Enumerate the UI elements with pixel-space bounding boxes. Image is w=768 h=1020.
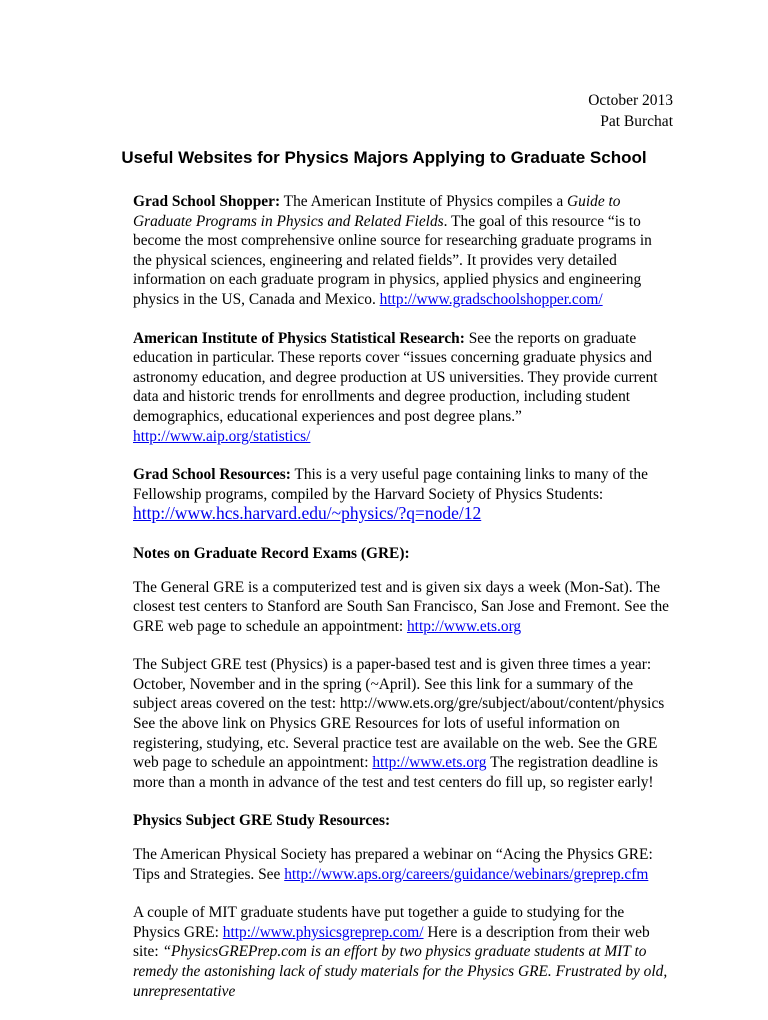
study-resources-heading: Physics Subject GRE Study Resources: xyxy=(133,812,391,830)
guide-title: Guide to Graduate Programs in Physics and Related Fields xyxy=(133,193,621,230)
mit-guide-quote: “PhysicsGREPrep.com is an effort by two physics graduate students at MIT to remedy the astonishing lack of study materials for the Physics GRE. Frustrated by old, unrepresentative xyxy=(133,943,668,1000)
header-author: Pat Burchat xyxy=(600,113,673,130)
aps-webinar-paragraph: The American Physical Society has prepared a webinar on “Acing the Physics GRE: Tips and Strategies. See http://www.aps.org/careers/guidance/webinars/greprep.cfm xyxy=(133,846,653,883)
grad-shopper-paragraph: Grad School Shopper: The American Institute of Physics compiles a Guide to Graduate Programs in Physics and Related Fields. The goal of this resource “is to become the most comprehensive online source for researching graduate programs in the physical sciences, engineering and related fields”. It provides very detailed information on each graduate program in physics, applied physics and engineering physics in the US, Canada and Mexico. http://www.gradschoolshopper.com/ xyxy=(133,193,652,308)
harvard-sps-link[interactable]: http://www.hcs.harvard.edu/~physics/?q=node/12 xyxy=(133,503,482,524)
aps-webinar-link[interactable]: http://www.aps.org/careers/guidance/webinars/greprep.cfm xyxy=(284,865,649,883)
gre-notes-heading-paragraph xyxy=(133,544,673,564)
subject-gre-paragraph: The Subject GRE test (Physics) is a paper-based test and is given three times a year: October, November and in the spring (~April). See this link for a summary of the subject areas covered on the test: http://www.ets.org/gre/subject/about/content/physics See the above link on Physics GRE Resources for lots of useful information on registering, studying, etc. Several practice test are available on the web. See the GRE web page to schedule an appointment: http://www.ets.org The registration deadline is more than a month in advance of the test and test centers do fill up, so register early! xyxy=(133,656,665,791)
gre-notes-heading: Notes on Graduate Record Exams (GRE): xyxy=(133,544,410,562)
study-resources-heading-paragraph xyxy=(133,811,673,831)
grad-resources-heading: Grad School Resources: xyxy=(133,466,291,484)
physicsgreprep-link[interactable]: http://www.physicsgreprep.com/ xyxy=(222,923,424,941)
grad-resources-paragraph: Grad School Resources: This is a very useful page containing links to many of the Fellowship programs, compiled by the Harvard Society of Physics Students: http://www.hcs.harvard.edu/~physics/?q=node/12 xyxy=(133,466,648,524)
document-title: Useful Websites for Physics Majors Applying to Graduate School xyxy=(121,148,647,167)
ets-link-subject[interactable]: http://www.ets.org xyxy=(372,754,487,772)
aip-stats-paragraph: American Institute of Physics Statistical Research: See the reports on graduate education in particular. These reports cover “issues concerning graduate physics and astronomy education, and degree production at US universities. They provide current data and historic trends for enrollments and degree production, including student demographics, educational experiences and post degree plans.” http://www.aip.org/statistics/ xyxy=(133,329,658,445)
gradschoolshopper-link[interactable]: http://www.gradschoolshopper.com/ xyxy=(379,290,603,308)
aip-stats-heading: American Institute of Physics Statistical Research: xyxy=(133,329,465,347)
grad-shopper-heading: Grad School Shopper: xyxy=(133,193,281,210)
header-block xyxy=(588,90,673,132)
header-date: October 2013 xyxy=(588,92,673,109)
mit-guide-paragraph: A couple of MIT graduate students have put together a guide to studying for the Physics GRE: http://www.physicsgreprep.com/ Here is a description from their web site: “PhysicsGREPrep.com is an effort by two physics graduate students at MIT to remedy the astonishing lack of study materials for the Physics GRE. Frustrated by old, unrepresentative xyxy=(133,904,668,1000)
document-body xyxy=(133,192,673,1020)
aip-statistics-link[interactable]: http://www.aip.org/statistics/ xyxy=(133,427,311,445)
general-gre-paragraph: The General GRE is a computerized test and is given six days a week (Mon-Sat). The closest test centers to Stanford are South San Francisco, San Jose and Fremont. See the GRE web page to schedule an appointment: http://www.ets.org xyxy=(133,578,669,635)
ets-link-general[interactable]: http://www.ets.org xyxy=(406,617,522,635)
